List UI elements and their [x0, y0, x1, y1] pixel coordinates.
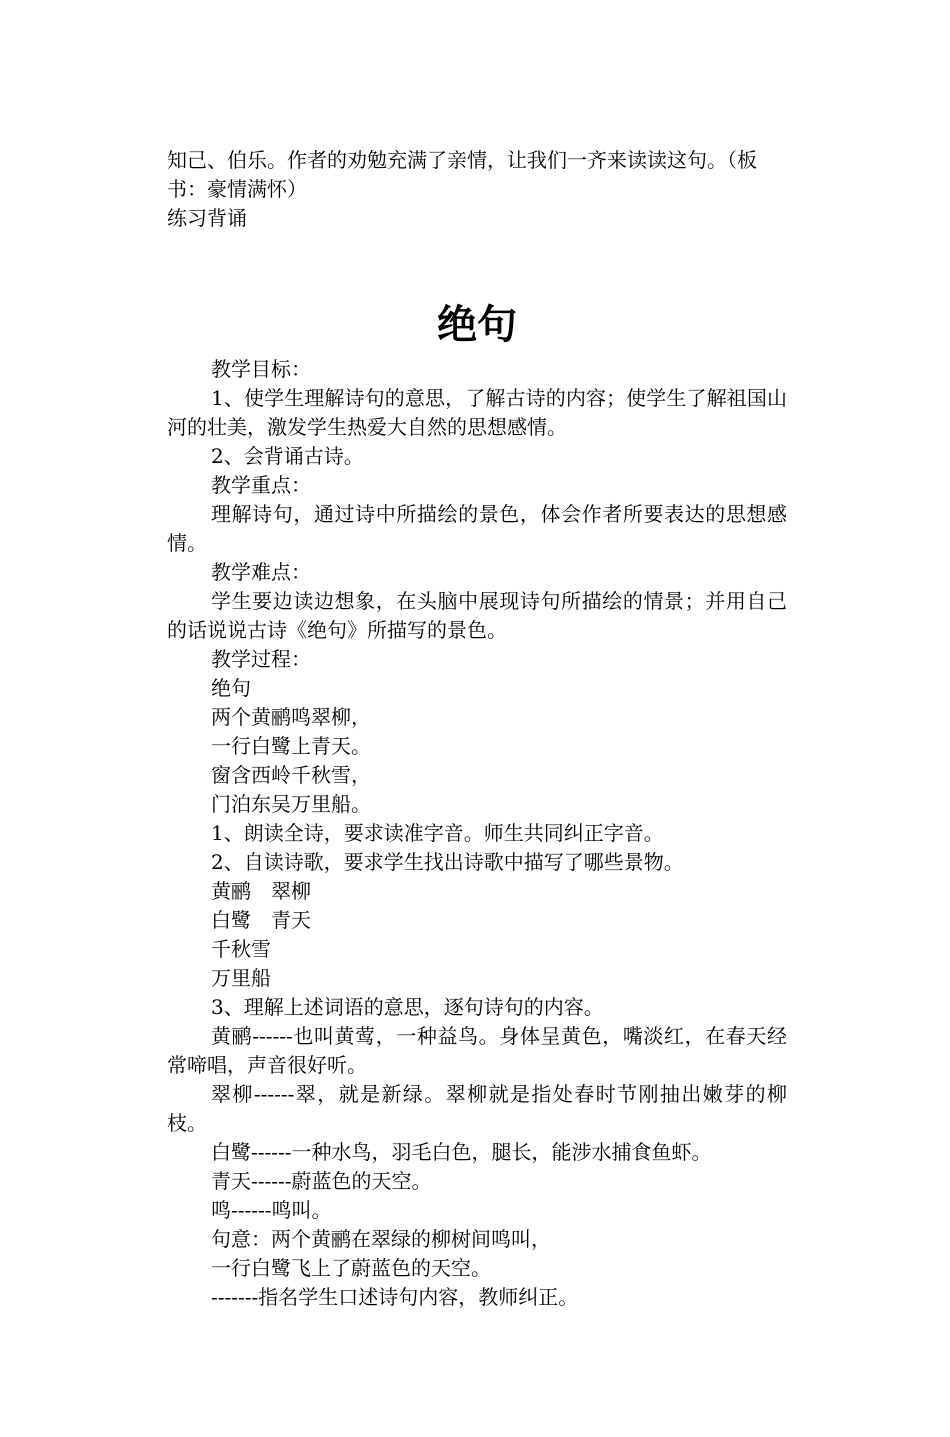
body-paragraph: 教学目标：	[211, 357, 311, 381]
body-paragraph: 教学难点：	[211, 560, 311, 584]
body-paragraph: 教学重点：	[211, 473, 311, 497]
intro-paragraph: 知己、伯乐。作者的劝勉充满了亲情，让我们一齐来读读这句。（板书：豪情满怀）	[167, 148, 757, 201]
word-definition: 鸣------鸣叫。	[211, 1198, 332, 1222]
document-content	[167, 146, 787, 1312]
scenery-item: 白鹭 青天	[211, 908, 311, 932]
body-paragraph: 学生要边读边想象，在头脑中展现诗句所描绘的情景；并用自己的话说说古诗《绝句》所描写的景色。	[167, 589, 787, 642]
body-paragraph: 3、理解上述词语的意思，逐句诗句的内容。	[211, 995, 604, 1019]
scenery-item: 万里船	[211, 966, 271, 990]
word-definition: 白鹭------一种水鸟，羽毛白色，腿长，能涉水捕食鱼虾。	[211, 1140, 712, 1164]
poem-line: 一行白鹭上青天。	[211, 734, 371, 758]
word-definition: 青天------蔚蓝色的天空。	[211, 1169, 432, 1193]
poem-title: 绝句	[211, 676, 251, 700]
body-paragraph: 2、会背诵古诗。	[211, 444, 364, 468]
body-paragraph: 1、朗读全诗，要求读准字音。师生共同纠正字音。	[211, 821, 664, 845]
scenery-item: 千秋雪	[211, 937, 271, 961]
previous-lesson-ending	[167, 146, 787, 233]
poem-line: 两个黄鹂鸣翠柳，	[211, 705, 371, 729]
word-definition: 黄鹂------也叫黄莺，一种益鸟。身体呈黄色，嘴淡红，在春天经常啼唱，声音很好听。	[167, 1024, 787, 1077]
body-paragraph: 2、自读诗歌，要求学生找出诗歌中描写了哪些景物。	[211, 850, 684, 874]
lesson-body	[167, 355, 787, 1312]
sentence-meaning: 句意：两个黄鹂在翠绿的柳树间鸣叫，	[211, 1227, 551, 1251]
lesson-title: 绝句	[437, 302, 517, 348]
scenery-item: 黄鹂 翠柳	[211, 879, 311, 903]
body-paragraph: -------指名学生口述诗句内容，教师纠正。	[211, 1285, 579, 1309]
poem-line: 窗含西岭千秋雪，	[211, 763, 371, 787]
body-paragraph: 教学过程：	[211, 647, 311, 671]
word-definition: 翠柳------翠，就是新绿。翠柳就是指处春时节刚抽出嫩芽的柳枝。	[167, 1082, 787, 1135]
poem-line: 门泊东吴万里船。	[211, 792, 371, 816]
body-paragraph: 理解诗句，通过诗中所描绘的景色，体会作者所要表达的思想感情。	[167, 502, 787, 555]
intro-paragraph: 练习背诵	[167, 206, 247, 230]
sentence-meaning: 一行白鹭飞上了蔚蓝色的天空。	[211, 1256, 491, 1280]
body-paragraph: 1、使学生理解诗句的意思，了解古诗的内容；使学生了解祖国山河的壮美，激发学生热爱大自然的思想感情。	[167, 386, 787, 439]
